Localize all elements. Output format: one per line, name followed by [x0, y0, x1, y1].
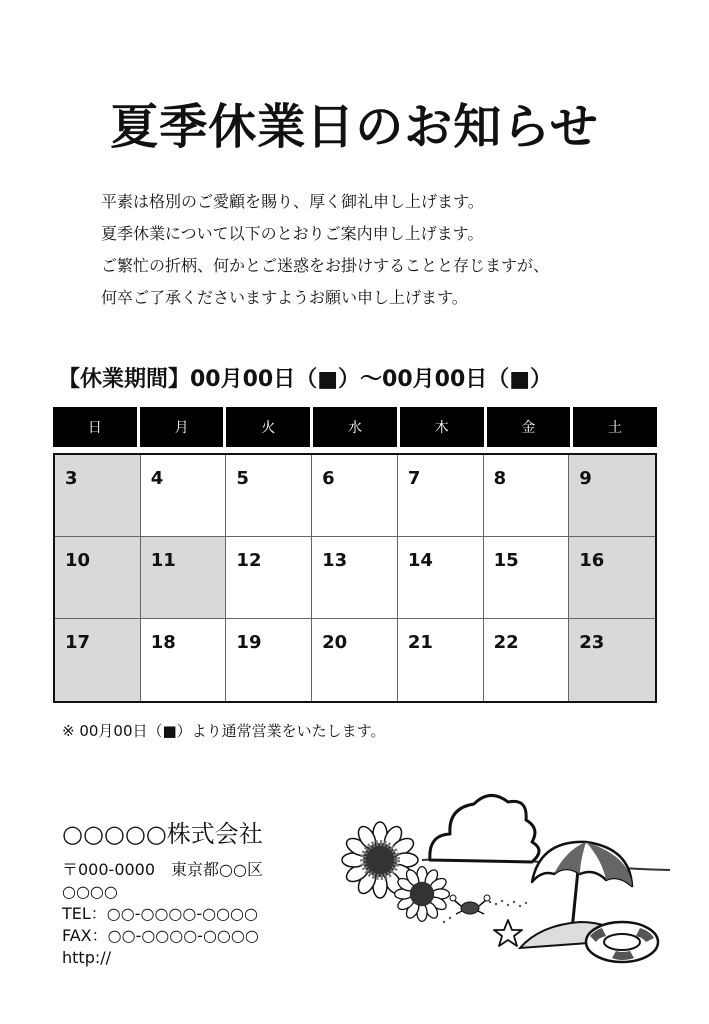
cloud-icon [430, 795, 539, 862]
calendar-grid [53, 453, 657, 703]
company-name: ○○○○○株式会社 [62, 820, 263, 848]
intro-line: 平素は格別のご愛顧を賜り、厚く御礼申し上げます。 [101, 192, 484, 211]
company-fax: FAX：○○-○○○○-○○○○ [62, 926, 259, 945]
calendar-day: 20 [312, 619, 398, 701]
weekday-thu: 木 [400, 407, 484, 447]
calendar-day: 12 [226, 537, 312, 619]
weekday-wed: 水 [313, 407, 397, 447]
calendar-day-holiday: 10 [55, 537, 141, 619]
calendar-day-holiday: 3 [55, 455, 141, 537]
calendar-day: 15 [484, 537, 570, 619]
calendar-header [53, 407, 657, 447]
company-tel: TEL：○○-○○○○-○○○○ [62, 904, 258, 923]
weekday-tue: 火 [226, 407, 310, 447]
intro-line: ご繁忙の折柄、何かとご迷惑をお掛けすることと存じますが、 [101, 256, 550, 275]
intro-line: 何卒ご了承くださいますようお願い申し上げます。 [101, 288, 468, 307]
calendar-day-holiday: 23 [569, 619, 655, 701]
intro-line: 夏季休業について以下のとおりご案内申し上げます。 [101, 224, 484, 243]
weekday-sun: 日 [53, 407, 137, 447]
weekday-mon: 月 [140, 407, 224, 447]
sand-dots [443, 900, 527, 923]
calendar-day-holiday: 17 [55, 619, 141, 701]
calendar-day: 6 [312, 455, 398, 537]
calendar-day: 19 [226, 619, 312, 701]
calendar-day-holiday: 9 [569, 455, 655, 537]
calendar-day: 7 [398, 455, 484, 537]
calendar-day: 4 [141, 455, 227, 537]
company-info [62, 814, 263, 969]
calendar-day: 8 [484, 455, 570, 537]
company-address-2: ○○○○ [62, 882, 118, 901]
calendar-day: 13 [312, 537, 398, 619]
intro-text [101, 186, 661, 314]
calendar-day-holiday: 11 [141, 537, 227, 619]
summer-illustration [340, 790, 670, 970]
page-title: 夏季休業日のお知らせ [110, 99, 599, 155]
calendar-day: 5 [226, 455, 312, 537]
starfish-icon [494, 920, 522, 946]
calendar [53, 407, 657, 703]
resume-note: ※ 00月00日（■）より通常営業をいたします。 [62, 722, 386, 740]
swim-ring-icon [586, 922, 658, 962]
calendar-day: 21 [398, 619, 484, 701]
company-url: http:// [62, 948, 112, 967]
closure-period: 【休業期間】00月00日（■）～00月00日（■） [58, 367, 553, 392]
company-address: 〒000-0000 東京都○○区 [62, 860, 263, 879]
calendar-day-holiday: 16 [569, 537, 655, 619]
calendar-day: 22 [484, 619, 570, 701]
calendar-day: 14 [398, 537, 484, 619]
weekday-sat: 土 [573, 407, 657, 447]
weekday-fri: 金 [487, 407, 571, 447]
beach-umbrella-icon [532, 842, 632, 930]
calendar-day: 18 [141, 619, 227, 701]
crab-icon [450, 895, 490, 914]
